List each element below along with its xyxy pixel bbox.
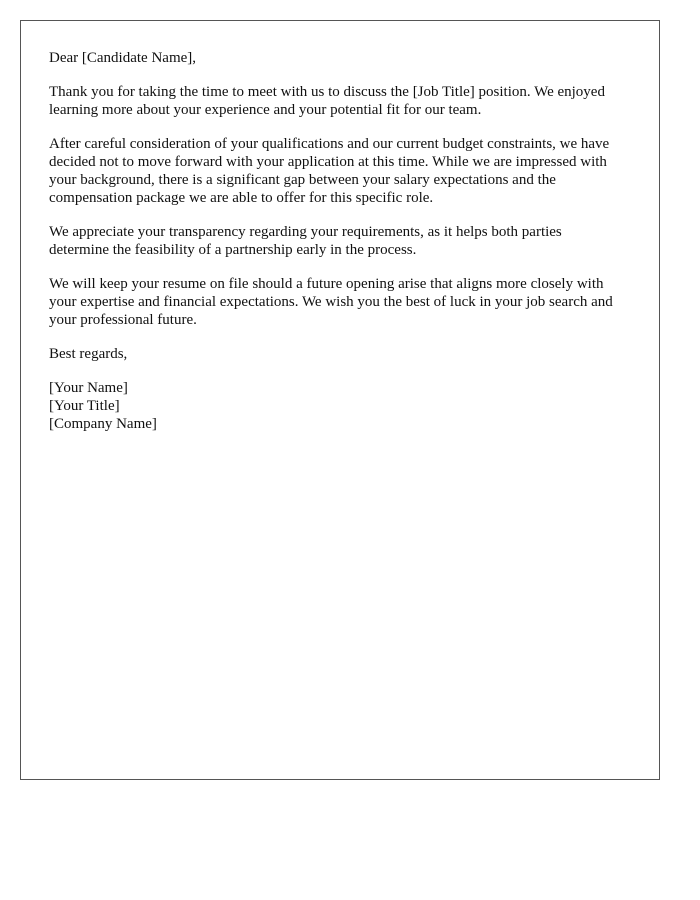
signature-company: [Company Name] <box>49 416 157 432</box>
paragraph-appreciation: We appreciate your transparency regarding your requirements, as it helps both parties determine the feasibility of a partnership early in the process. <box>49 224 562 258</box>
paragraph-decision: After careful consideration of your qualifications and our current budget constraints, we have decided not to move forward with your application at this time. While we are impressed with your background, there is a significant gap between your salary expectations and the compensation package we are able to offer for this specific role. <box>49 136 610 206</box>
letter-frame <box>20 20 660 780</box>
salutation: Dear [Candidate Name], <box>49 50 197 66</box>
closing: Best regards, <box>49 346 128 362</box>
letter-body <box>49 49 621 433</box>
paragraph-intro: Thank you for taking the time to meet with us to discuss the [Job Title] position. We enjoyed learning more about your experience and your potential fit for our team. <box>49 84 605 118</box>
paragraph-future: We will keep your resume on file should a future opening arise that aligns more closely with your expertise and financial expectations. We wish you the best of luck in your job search and your professional future. <box>49 276 613 328</box>
signature-name: [Your Name] <box>49 380 128 396</box>
signature-title: [Your Title] <box>49 398 120 414</box>
signature-block <box>49 379 621 433</box>
